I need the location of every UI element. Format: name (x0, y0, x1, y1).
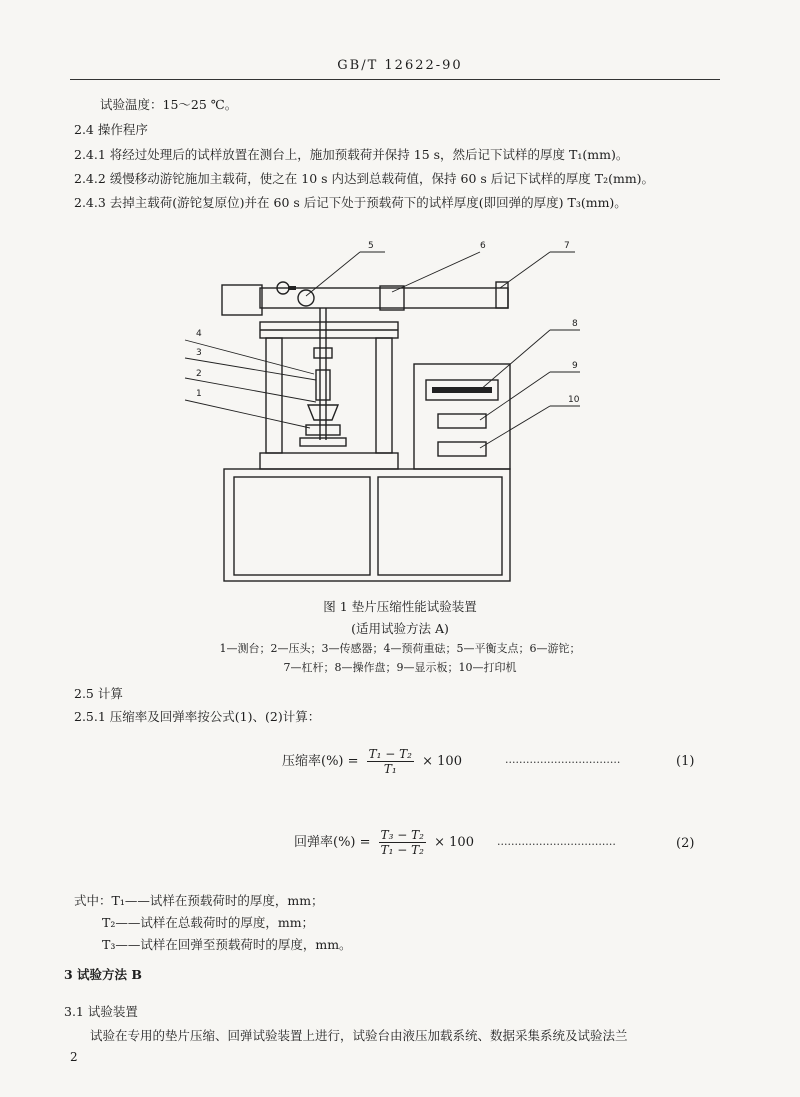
callout-5: 5 (368, 241, 374, 251)
formula2-denominator: T₁ − T₂ (380, 843, 424, 857)
figure-subcaption: (适用试验方法 A) (351, 621, 449, 636)
figure-legend-line1: 1—测台；2—压头；3—传感器；4—预荷重砝；5—平衡支点；6—游铊； (219, 642, 581, 655)
figure-legend-line2: 7—杠杆；8—操作盘；9—显示板；10—打印机 (283, 661, 517, 674)
formula2-numerator: T₃ − T₂ (380, 828, 424, 842)
where-t2: T₂——试样在总载荷时的厚度，mm； (102, 915, 315, 930)
clause-2-4-2: 2.4.2 缓慢移动游铊施加主载荷，使之在 10 s 内达到总载荷值，保持 60 s 后记下试样的厚度 T₂(mm)。 (74, 171, 655, 186)
test-temperature: 试验温度：15～25 ℃。 (100, 97, 238, 112)
frame-base (260, 453, 398, 469)
clause-2-5-1: 2.5.1 压缩率及回弹率按公式(1)、(2)计算： (74, 709, 321, 724)
formula-recovery (294, 828, 474, 857)
formula2-mult: × 100 (434, 835, 474, 850)
formula1-numerator: T₁ − T₂ (368, 747, 412, 761)
formula2-tag: (2) (676, 836, 695, 851)
section-3: 3 试验方法 B (64, 967, 142, 982)
formula1-tag: (1) (676, 754, 695, 769)
callout-4: 4 (196, 329, 202, 339)
page-header: GB/T 12622-90 (337, 58, 463, 73)
lever-end-block (496, 282, 508, 308)
pivot-circle-2 (298, 290, 314, 306)
page-number: 2 (70, 1050, 78, 1064)
sliding-weight (380, 286, 404, 310)
display-board (438, 414, 486, 428)
formula2-fraction (379, 828, 426, 857)
printer-slot (438, 442, 486, 456)
callout-7: 7 (564, 241, 570, 251)
counterweight (222, 285, 262, 315)
formula2-lhs: 回弹率(%) = (294, 835, 371, 850)
section-2-4: 2.4 操作程序 (74, 122, 148, 137)
callout-8: 8 (572, 319, 578, 329)
lever-beam (260, 288, 508, 308)
formula1-denominator: T₁ (383, 762, 397, 776)
formula2-leader: ·································· (497, 838, 616, 851)
clause-2-4-1: 2.4.1 将经过处理后的试样放置在测台上，施加预载荷并保持 15 s，然后记下试样的厚度 T₁(mm)。 (74, 147, 629, 162)
header-rule (70, 79, 720, 80)
where-t3: T₃——试样在回弹至预载荷时的厚度，mm。 (102, 937, 352, 952)
formula1-fraction (367, 747, 414, 776)
formula1-lhs: 压缩率(%) = (282, 754, 359, 769)
callout-6: 6 (480, 241, 486, 251)
formula-compression (282, 747, 462, 776)
method-body: 试验在专用的垫片压缩、回弹试验装置上进行，试验台由液压加载系统、数据采集系统及试验法兰 (90, 1028, 628, 1043)
where-t1: 式中：T₁——试样在预载荷时的厚度，mm； (74, 893, 324, 908)
clause-2-4-3: 2.4.3 去掉主载荷(游铊复原位)并在 60 s 后记下处于预载荷下的试样厚度(即回弹的厚度) T₃(mm)。 (74, 195, 627, 210)
base-cabinet (224, 469, 510, 581)
section-3-1: 3.1 试验装置 (64, 1004, 138, 1019)
apparatus-figure (180, 230, 600, 590)
section-2-5: 2.5 计算 (74, 686, 123, 701)
callout-1: 1 (196, 389, 202, 399)
callout-2: 2 (196, 369, 202, 379)
callout-3: 3 (196, 348, 202, 358)
right-column (376, 338, 392, 453)
callout-9: 9 (572, 361, 578, 371)
figure-caption: 图 1 垫片压缩性能试验装置 (323, 599, 477, 614)
formula1-leader: ································· (505, 756, 621, 769)
callout-10: 10 (568, 395, 580, 405)
formula1-mult: × 100 (422, 754, 462, 769)
